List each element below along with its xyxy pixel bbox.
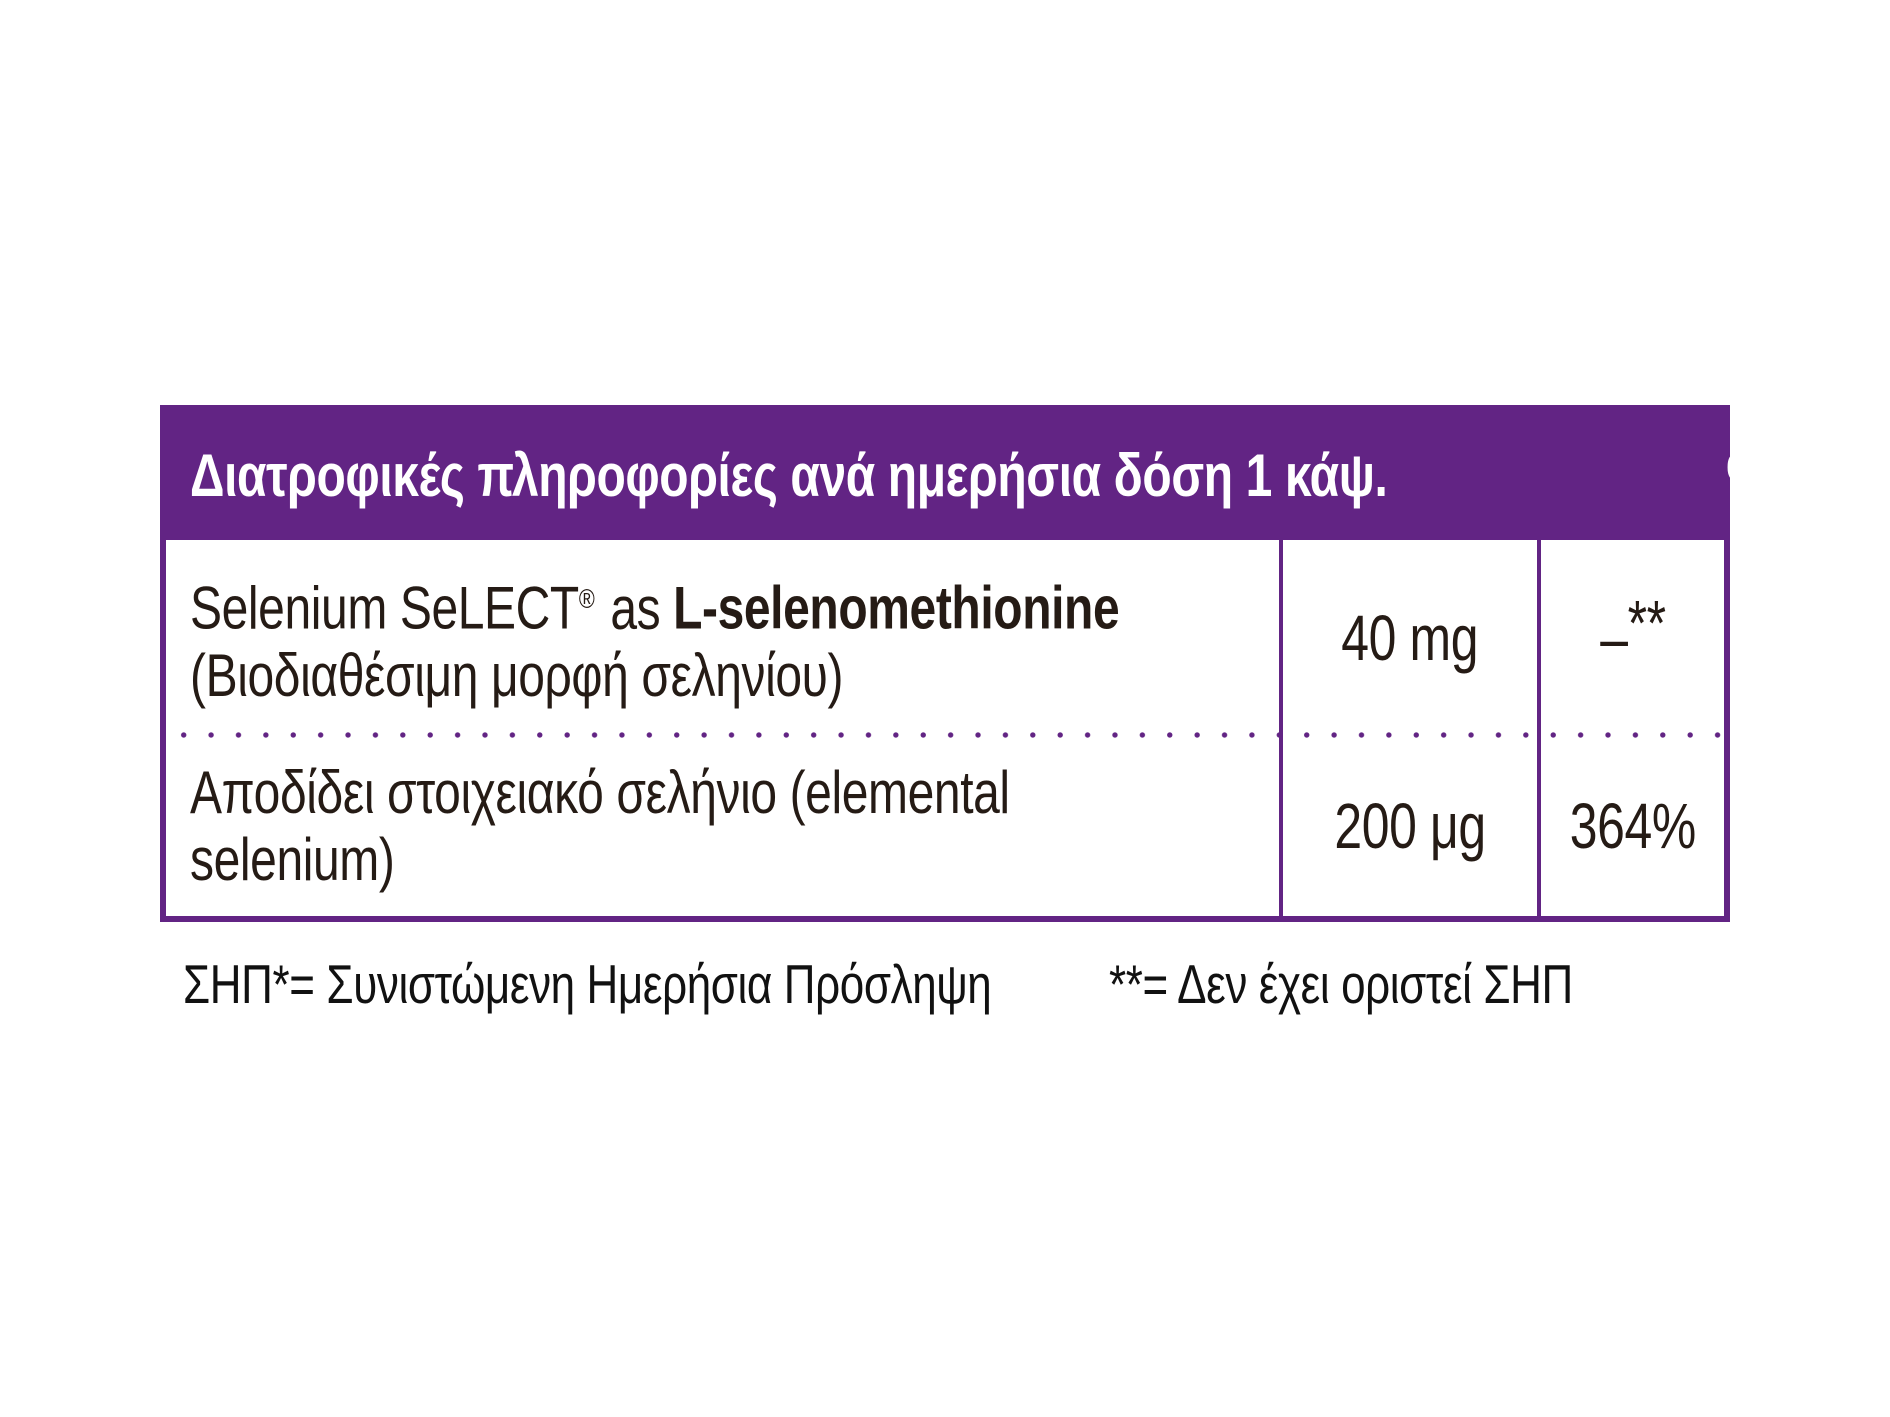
footnote-asterisks-definition: **= Δεν έχει οριστεί ΣΗΠ <box>1109 953 1574 1015</box>
rdi-row1-dash: – <box>1599 601 1628 674</box>
amount-row1: 40 mg <box>1341 601 1479 674</box>
nutrition-table-body <box>166 540 1724 916</box>
amount-cell-row1 <box>1283 540 1537 735</box>
column-amount <box>1279 540 1537 916</box>
brand-name: Selenium SeLECT <box>190 574 579 642</box>
header-rdi-label: %ΣΗΠ* <box>1726 442 1884 509</box>
ingredient-cell-row2 <box>166 735 1279 916</box>
nutrition-table <box>160 405 1884 922</box>
amount-cell-row2 <box>1283 735 1537 916</box>
registered-trademark-symbol: ® <box>578 584 595 615</box>
rdi-row2: 364% <box>1569 789 1696 862</box>
rdi-cell-row2 <box>1541 735 1724 916</box>
nutrition-table-header <box>166 411 1884 540</box>
footnote-rdi-definition: ΣΗΠ*= Συνιστώμενη Ημερήσια Πρόσληψη <box>183 953 992 1015</box>
rdi-cell-row1 <box>1541 540 1724 735</box>
as-word: as <box>610 574 661 642</box>
amount-row2: 200 μg <box>1334 789 1486 862</box>
header-title: Διατροφικές πληροφορίες ανά ημερήσια δόση 1 κάψ. <box>190 442 1388 509</box>
compound-name: L-selenomethionine <box>673 574 1120 642</box>
ingredient-cell-row1 <box>166 540 1279 735</box>
rdi-row1-asterisks: ** <box>1627 587 1666 660</box>
column-rdi-percent <box>1537 540 1724 916</box>
ingredient-row2-line2: selenium) <box>190 825 395 893</box>
column-ingredient <box>166 540 1279 916</box>
ingredient-row1-line2: (Βιοδιαθέσιμη μορφή σεληνίου) <box>190 641 844 709</box>
rdi-row1 <box>1599 587 1666 675</box>
ingredient-row1-line1 <box>190 566 1120 642</box>
ingredient-row2-line1: Αποδίδει στοιχειακό σελήνιο (elemental <box>190 758 1010 826</box>
footnote <box>183 952 1689 1016</box>
